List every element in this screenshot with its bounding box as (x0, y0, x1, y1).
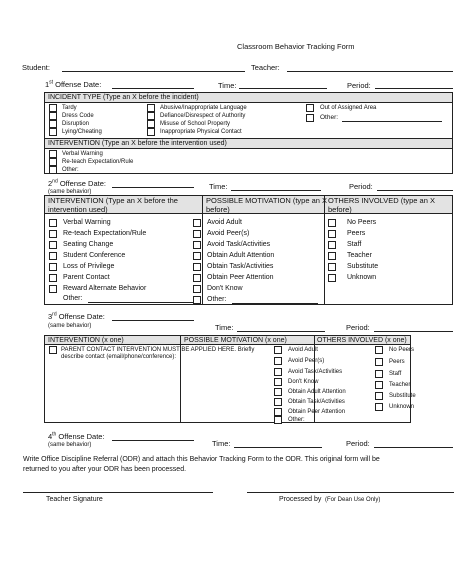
checkbox[interactable] (49, 230, 57, 238)
checkbox[interactable] (328, 263, 336, 271)
incident-misuse-property: Misuse of School Property (160, 121, 231, 127)
offense-2-time-line[interactable] (231, 190, 321, 191)
student-name-line[interactable] (62, 71, 245, 72)
processed-by-label: Processed by (279, 496, 322, 503)
offense-2-period-label: Period: (349, 182, 373, 191)
offense-1-date-line[interactable] (112, 88, 194, 89)
intervention-verbal-warning: Verbal Warning (62, 151, 103, 157)
o3-motivation-item: Obtain Peer Attention (288, 409, 346, 415)
checkbox[interactable] (274, 416, 282, 424)
o3-motivation-item: Don't Know (288, 379, 319, 385)
checkbox[interactable] (49, 346, 57, 354)
offense-2-intervention-header-2: intervention used) (48, 205, 108, 214)
checkbox[interactable] (49, 128, 57, 136)
teacher-label: Teacher: (251, 63, 280, 72)
checkbox[interactable] (49, 219, 57, 227)
offense-2-period-line[interactable] (377, 190, 453, 191)
checkbox[interactable] (274, 398, 282, 406)
offense-4-period-line[interactable] (374, 447, 453, 448)
o3-motivation-item: Avoid Adult (288, 347, 318, 353)
o2-others-item: No Peers (347, 219, 377, 226)
incident-dress-code: Dress Code (62, 113, 94, 119)
offense-1-period-line[interactable] (375, 88, 453, 89)
o2-motivation-item: Obtain Peer Attention (207, 274, 274, 281)
checkbox[interactable] (49, 104, 57, 112)
o3-others-item: Peers (389, 359, 405, 365)
checkbox[interactable] (193, 241, 201, 249)
checkbox[interactable] (49, 252, 57, 260)
checkbox[interactable] (147, 104, 155, 112)
checkbox[interactable] (328, 274, 336, 282)
intervention-reteach: Re-teach Expectation/Rule (62, 159, 134, 165)
offense-1-time-label: Time: (218, 81, 237, 90)
incident-type-header-text: INCIDENT TYPE (Type an X before the incident) (48, 94, 199, 101)
checkbox[interactable] (193, 263, 201, 271)
incident-defiance: Defiance/Disrespect of Authority (160, 113, 246, 119)
checkbox[interactable] (49, 241, 57, 249)
checkbox[interactable] (375, 392, 383, 400)
offense-4-date-label: 4th Offense Date: (48, 431, 105, 441)
checkbox[interactable] (375, 346, 383, 354)
offense-4-same-behavior: (same behavior) (48, 442, 92, 448)
column-divider (202, 195, 203, 305)
checkbox[interactable] (49, 158, 57, 166)
offense-2-others-header: OTHERS INVOLVED (type an X (328, 196, 435, 205)
o2-intervention-item: Seating Change (63, 241, 114, 248)
o2-others-item: Substitute (347, 263, 379, 270)
incident-physical-contact: Inappropriate Physical Contact (160, 129, 242, 135)
offense-3-period-line[interactable] (374, 331, 453, 332)
o3-motivation-item: Avoid Peer(s) (288, 358, 325, 364)
dean-use-note: (For Dean Use Only) (325, 497, 381, 503)
incident-out-of-area: Out of Assigned Area (320, 105, 377, 111)
intervention-header-text: INTERVENTION (Type an X before the intervention used) (48, 140, 227, 147)
o2-motivation-other: Other: (207, 296, 227, 303)
incident-other: Other: (320, 114, 339, 121)
o3-others-item: Teacher (389, 382, 411, 388)
checkbox[interactable] (328, 252, 336, 260)
checkbox[interactable] (306, 114, 314, 122)
instructions-line-2: returned to you after your ODR has been processed. (23, 466, 187, 473)
teacher-name-line[interactable] (287, 71, 453, 72)
o3-others-item: Staff (389, 371, 402, 377)
checkbox[interactable] (49, 263, 57, 271)
o3-parent-contact-text: PARENT CONTACT INTERVENTION MUST BE APPLIED HERE. Briefly (61, 347, 255, 353)
offense-1-period-label: Period: (347, 81, 371, 90)
o2-others-item: Teacher (347, 252, 372, 259)
checkbox[interactable] (193, 230, 201, 238)
o3-motivation-other-line[interactable] (308, 422, 348, 423)
o2-intervention-item: Re-teach Expectation/Rule (63, 230, 147, 237)
o2-others-item: Peers (347, 230, 366, 237)
o2-motivation-item: Avoid Peer(s) (207, 230, 250, 237)
o3-others-item: No Peers (389, 347, 415, 353)
processed-by-line[interactable] (247, 492, 454, 493)
offense-2-others-header-2: before) (328, 205, 352, 214)
o2-motivation-item: Avoid Adult (207, 219, 242, 226)
offense-3-date-label: 3rd Offense Date: (48, 311, 105, 321)
incident-lying-cheating: Lying/Cheating (62, 129, 102, 135)
offense-1-time-line[interactable] (239, 88, 327, 89)
o2-intervention-item: Loss of Privilege (63, 263, 115, 270)
checkbox[interactable] (274, 408, 282, 416)
offense-3-intervention-header: INTERVENTION (x one) (48, 337, 124, 344)
incident-other-line[interactable] (342, 121, 442, 122)
o2-intervention-other-line[interactable] (88, 302, 196, 303)
checkbox[interactable] (49, 150, 57, 158)
checkbox[interactable] (49, 166, 57, 174)
checkbox[interactable] (49, 285, 57, 293)
checkbox[interactable] (147, 112, 155, 120)
o2-motivation-item: Obtain Task/Activities (207, 263, 274, 270)
checkbox[interactable] (328, 241, 336, 249)
checkbox[interactable] (375, 370, 383, 378)
o3-parent-contact-text-2: describe contact (email/phone/conference): (61, 354, 177, 360)
incident-tardy: Tardy (62, 105, 77, 111)
o2-intervention-item: Student Conference (63, 252, 126, 259)
checkbox[interactable] (274, 388, 282, 396)
o3-motivation-item: Obtain Task/Activities (288, 399, 345, 405)
checkbox[interactable] (274, 346, 282, 354)
student-label: Student: (22, 63, 50, 72)
checkbox[interactable] (49, 274, 57, 282)
checkbox[interactable] (375, 381, 383, 389)
offense-4-date-line[interactable] (112, 440, 194, 441)
checkbox[interactable] (375, 358, 383, 366)
offense-3-motivation-header: POSSIBLE MOTIVATION (x one) (184, 337, 287, 344)
checkbox[interactable] (193, 274, 201, 282)
offense-2-time-label: Time: (209, 182, 228, 191)
checkbox[interactable] (49, 120, 57, 128)
o2-intervention-item: Parent Contact (63, 274, 110, 281)
offense-4-time-line[interactable] (234, 447, 322, 448)
o3-motivation-item: Avoid Task/Activities (288, 369, 343, 375)
offense-2-date-line[interactable] (112, 187, 194, 188)
intervention-other-line[interactable] (80, 173, 140, 174)
checkbox[interactable] (193, 296, 201, 304)
checkbox[interactable] (306, 104, 314, 112)
o2-others-item: Unknown (347, 274, 377, 281)
incident-abusive-language: Abusive/Inappropriate Language (160, 105, 247, 111)
intervention-other: Other: (62, 167, 79, 173)
checkbox[interactable] (328, 219, 336, 227)
offense-3-others-header: OTHERS INVOLVED (x one) (317, 337, 407, 344)
o3-others-item: Substitute (389, 393, 416, 399)
offense-2-motivation-header: POSSIBLE MOTIVATION (type an X (206, 196, 328, 205)
offense-1-date-label: 1st Offense Date: (45, 79, 102, 89)
checkbox[interactable] (274, 378, 282, 386)
offense-2-same-behavior: (same behavior) (48, 189, 92, 195)
o2-intervention-item: Verbal Warning (63, 219, 111, 226)
checkbox[interactable] (193, 285, 201, 293)
teacher-signature-line[interactable] (23, 492, 213, 493)
instructions-line-1: Write Office Discipline Referral (ODR) and attach this Behavior Tracking Form to the ODR. This original form will be (23, 456, 380, 463)
o3-motivation-item: Obtain Adult Attention (288, 389, 346, 395)
incident-disruption: Disruption (62, 121, 90, 127)
offense-4-period-label: Period: (346, 439, 370, 448)
o2-others-item: Staff (347, 241, 362, 248)
checkbox[interactable] (274, 357, 282, 365)
checkbox[interactable] (328, 230, 336, 238)
checkbox[interactable] (274, 368, 282, 376)
checkbox[interactable] (147, 120, 155, 128)
form-title: Classroom Behavior Tracking Form (237, 42, 355, 51)
checkbox[interactable] (193, 219, 201, 227)
offense-3-date-line[interactable] (112, 320, 194, 321)
offense-3-time-label: Time: (215, 323, 234, 332)
o2-intervention-other: Other: (63, 295, 83, 302)
o2-motivation-other-line[interactable] (232, 303, 318, 304)
offense-3-same-behavior: (same behavior) (48, 323, 92, 329)
checkbox[interactable] (49, 112, 57, 120)
checkbox[interactable] (147, 128, 155, 136)
offense-2-motivation-header-2: before) (206, 205, 230, 214)
teacher-signature-label: Teacher Signature (46, 496, 103, 503)
offense-3-period-label: Period: (346, 323, 370, 332)
offense-2-date-label: 2nd Offense Date: (48, 178, 106, 188)
checkbox[interactable] (193, 252, 201, 260)
o3-motivation-other: Other: (288, 417, 305, 423)
o2-intervention-item: Reward Alternate Behavior (63, 285, 147, 292)
offense-2-intervention-header: INTERVENTION (Type an X before the (48, 196, 178, 205)
offense-3-time-line[interactable] (237, 331, 325, 332)
o2-motivation-item: Don't Know (207, 285, 243, 292)
o3-others-item: Unknown (389, 404, 415, 410)
checkbox[interactable] (375, 403, 383, 411)
o2-motivation-item: Avoid Task/Activities (207, 241, 271, 248)
o2-motivation-item: Obtain Adult Attention (207, 252, 275, 259)
offense-4-time-label: Time: (212, 439, 231, 448)
column-divider (324, 195, 325, 305)
